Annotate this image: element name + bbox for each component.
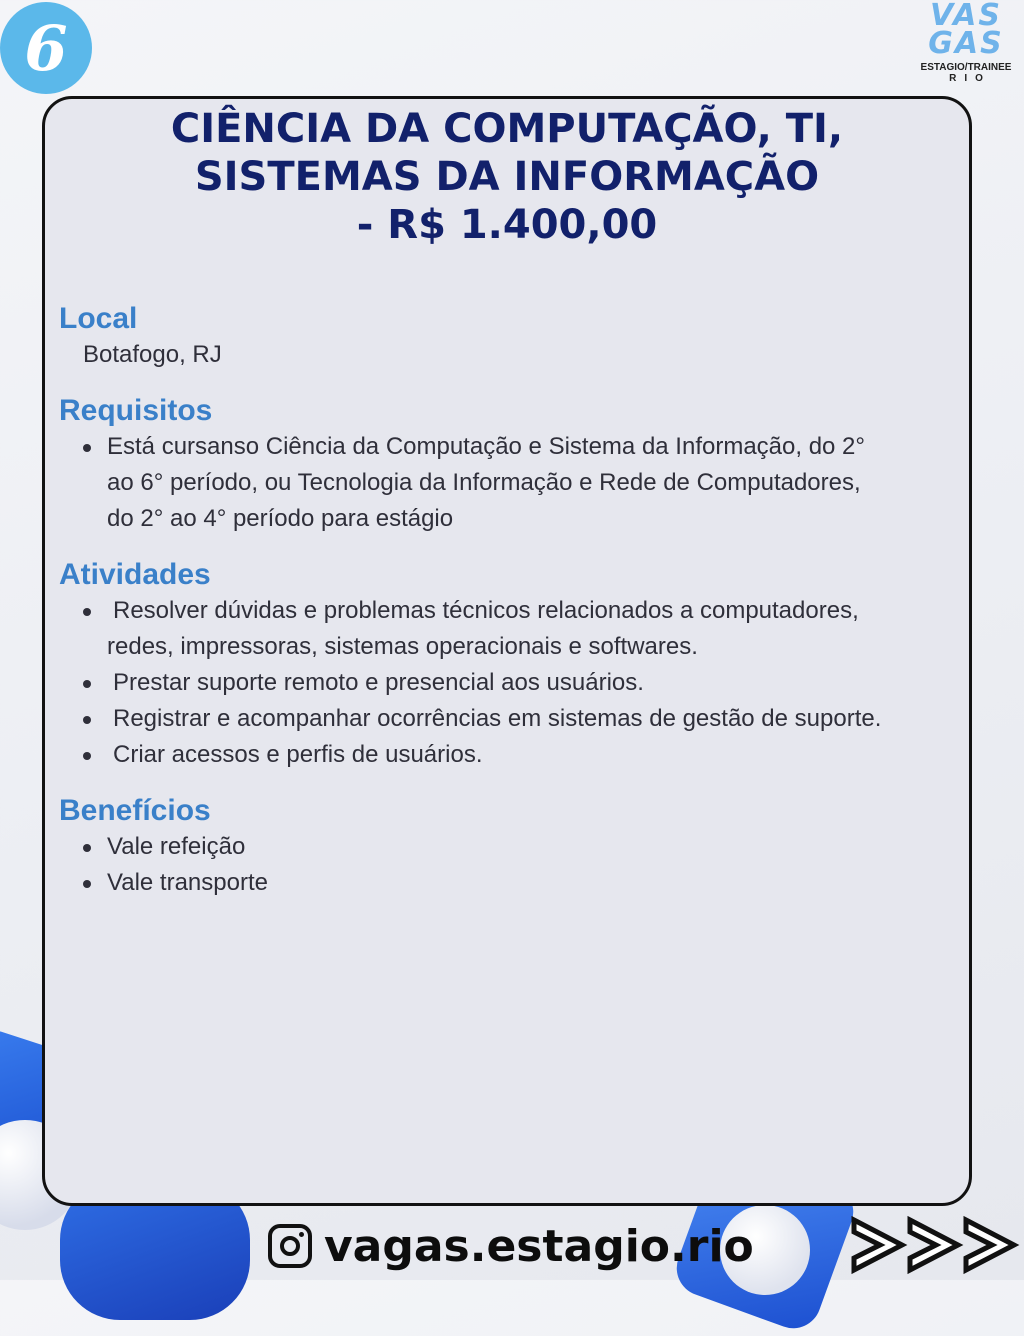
logo-mark-line1: VAS	[929, 0, 1002, 33]
bullet-icon	[83, 608, 91, 616]
bullet-icon	[83, 880, 91, 888]
section-requisitos	[59, 393, 955, 537]
atividades-heading: Atividades	[59, 558, 211, 591]
atividades-item-line: Resolver dúvidas e problemas técnicos relacionados a computadores,	[113, 597, 859, 624]
atividades-item	[59, 665, 955, 701]
local-value: Botafogo, RJ	[83, 341, 222, 368]
job-title	[75, 105, 939, 249]
section-atividades	[59, 557, 955, 773]
beneficios-item	[59, 865, 955, 901]
beneficios-heading: Benefícios	[59, 794, 211, 827]
instagram-icon	[268, 1224, 312, 1268]
page-number: 6	[24, 11, 68, 85]
bullet-icon	[83, 680, 91, 688]
logo-mark-line2: GAS	[928, 26, 1004, 61]
requisitos-heading: Requisitos	[59, 394, 213, 427]
requisitos-item-line: do 2° ao 4° período para estágio	[107, 505, 454, 532]
atividades-item-line: Registrar e acompanhar ocorrências em sistemas de gestão de suporte.	[113, 705, 882, 732]
bullet-icon	[83, 444, 91, 452]
job-title-salary: - R$ 1.400,00	[356, 202, 658, 248]
bullet-icon	[83, 844, 91, 852]
atividades-item-line: redes, impressoras, sistemas operacionais e softwares.	[107, 633, 698, 660]
job-card	[42, 96, 972, 1206]
beneficios-item-label: Vale transporte	[107, 869, 268, 896]
logo-subtitle: ESTAGIO/TRAINEE	[920, 62, 1012, 73]
requisitos-item	[59, 429, 955, 537]
atividades-item	[59, 737, 955, 773]
atividades-item-line: Criar acessos e perfis de usuários.	[113, 741, 483, 768]
section-beneficios	[59, 793, 955, 901]
atividades-item-line: Prestar suporte remoto e presencial aos usuários.	[113, 669, 644, 696]
bullet-icon	[83, 716, 91, 724]
atividades-item	[59, 593, 955, 665]
vagas-logo	[908, 2, 1024, 94]
next-arrows-icon[interactable]	[850, 1212, 1020, 1278]
requisitos-item-line: Está cursanso Ciência da Computação e Sistema da Informação, do 2°	[107, 433, 866, 460]
section-local	[59, 301, 955, 373]
bullet-icon	[83, 752, 91, 760]
logo-city: RIO	[949, 73, 991, 84]
beneficios-item	[59, 829, 955, 865]
instagram-handle: vagas.estagio.rio	[324, 1220, 754, 1272]
instagram-handle-link[interactable]	[268, 1216, 754, 1276]
beneficios-item-label: Vale refeição	[107, 833, 246, 860]
job-title-line1: CIÊNCIA DA COMPUTAÇÃO, TI,	[170, 106, 844, 152]
local-heading: Local	[59, 302, 138, 335]
requisitos-item-line: ao 6° período, ou Tecnologia da Informação e Rede de Computadores,	[107, 469, 861, 496]
page-number-badge	[0, 2, 92, 94]
job-title-line2: SISTEMAS DA INFORMAÇÃO	[194, 154, 820, 200]
atividades-item	[59, 701, 955, 737]
